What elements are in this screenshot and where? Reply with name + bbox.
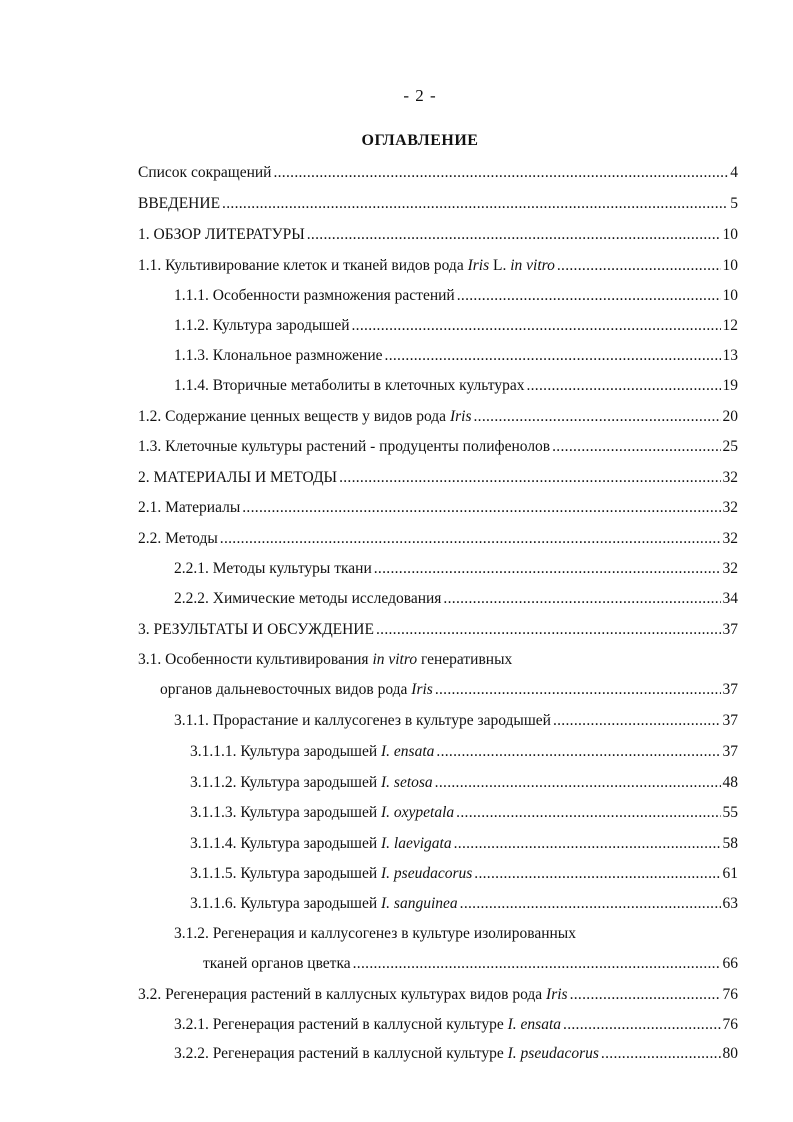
dot-leader [222,194,728,214]
toc-entry-page: 55 [722,804,738,821]
toc-entry[interactable] [160,680,738,700]
toc-entry-label: 3.1.1.3. Культура зародышей I. oxypetala [190,804,455,821]
toc-entry-label: 3.2. Регенерация растений в каллусных культурах видов рода Iris [138,986,568,1003]
toc-entry[interactable] [138,407,738,427]
toc-entry-label: 1.1.1. Особенности размножения растений [174,287,455,304]
toc-entry-page: 20 [722,408,738,425]
toc-entry[interactable] [190,864,738,884]
dot-leader [353,954,721,974]
toc-entry[interactable] [190,773,738,793]
toc-entry-page: 48 [722,774,738,791]
toc-entry-label: ВВЕДЕНИЕ [138,195,221,212]
toc-entry[interactable] [190,742,738,762]
toc-entry-label: 3.1.1.5. Культура зародышей I. pseudacorus [190,865,473,882]
toc-entry-label: 1.1.3. Клональное размножение [174,347,383,364]
dot-leader [376,620,721,640]
toc-entry[interactable] [138,225,738,245]
toc-entry-page: 63 [722,895,738,912]
toc-entry[interactable] [174,316,738,336]
toc-entry-page: 4 [730,164,738,181]
toc-entry-first-line: 3.1.2. Регенерация и каллусогенез в культуре изолированных [174,925,576,942]
dot-leader [435,773,721,793]
toc-entry-page: 80 [722,1045,738,1062]
toc-entry[interactable] [190,834,738,854]
toc-entry[interactable] [138,498,738,518]
toc-entry-label: 3.1.1.6. Культура зародышей I. sanguinea [190,895,458,912]
toc-entry[interactable] [138,468,738,488]
toc-entry-label: тканей органов цветка [203,955,351,972]
dot-leader [457,286,721,306]
toc-entry-page: 34 [722,590,738,607]
dot-leader [242,498,720,518]
dot-leader [474,864,720,884]
toc-entry-label: 3.2.2. Регенерация растений в каллусной культуре I. pseudacorus [174,1045,599,1062]
page-number: - 2 - [403,86,437,105]
toc-entry[interactable] [174,286,738,306]
dot-leader [352,316,721,336]
dot-leader [220,529,721,549]
toc-entry-label: 3.1.1.1. Культура зародышей I. ensata [190,743,435,760]
dot-leader [374,559,721,579]
toc-entry[interactable] [203,954,738,974]
dot-leader [454,834,721,854]
toc-entry-label: 3. РЕЗУЛЬТАТЫ И ОБСУЖДЕНИЕ [138,621,374,638]
toc-entry[interactable] [174,711,738,731]
page-title: ОГЛАВЛЕНИЕ [361,132,479,149]
toc-entry[interactable] [174,589,738,609]
toc-entry-page: 32 [722,560,738,577]
dot-leader [443,589,720,609]
toc-entry-label: 1.3. Клеточные культуры растений - продуценты полифенолов [138,438,551,455]
toc-entry-label: 2.2.2. Химические методы исследования [174,590,442,607]
toc-entry-label: органов дальневосточных видов рода Iris [160,681,433,698]
toc-entry[interactable] [138,529,738,549]
toc-entry-first-line: 3.1. Особенности культивирования in vitro генеративных [138,651,513,668]
dot-leader [339,468,720,488]
toc-entry-page: 10 [722,257,738,274]
toc-entry[interactable] [138,256,738,276]
toc-entry[interactable] [138,194,738,214]
toc-entry-page: 19 [722,377,738,394]
toc-entry-page: 61 [722,865,738,882]
toc-entry-label: 1.1. Культивирование клеток и тканей видов рода Iris L. in vitro [138,257,555,274]
toc-entry-label: 2.2. Методы [138,530,218,547]
toc-entry-page: 37 [722,681,738,698]
toc-entry-label: 1.1.2. Культура зародышей [174,317,350,334]
toc-entry[interactable] [138,620,738,640]
dot-leader [526,376,720,396]
toc-entry[interactable] [174,559,738,579]
toc-entry-label: 3.1.1.4. Культура зародышей I. laevigata [190,835,452,852]
dot-leader [273,163,728,183]
toc-entry-label: 3.1.1.2. Культура зародышей I. setosa [190,774,433,791]
toc-entry-page: 37 [722,712,738,729]
toc-entry-page: 76 [722,1016,738,1033]
toc-entry[interactable] [174,1044,738,1064]
toc-entry-page: 12 [722,317,738,334]
toc-entry-page: 13 [722,347,738,364]
toc-entry-page: 32 [722,499,738,516]
toc-entry[interactable] [138,163,738,183]
dot-leader [456,803,720,823]
dot-leader [436,742,720,762]
dot-leader [563,1015,720,1035]
toc-entry-page: 10 [722,226,738,243]
dot-leader [460,894,721,914]
toc-entry-page: 37 [722,621,738,638]
dot-leader [307,225,721,245]
toc-entry[interactable] [174,346,738,366]
toc-entry-page: 5 [730,195,738,212]
toc-entry-label: 3.1.1. Прорастание и каллусогенез в культуре зародышей [174,712,551,729]
toc-entry-label: Список сокращений [138,164,272,181]
toc-entry-label: 2. МАТЕРИАЛЫ И МЕТОДЫ [138,469,338,486]
dot-leader [570,985,721,1005]
toc-entry[interactable] [138,437,738,457]
toc-entry[interactable] [138,985,738,1005]
toc-entry-page: 58 [722,835,738,852]
toc-entry-label: 1.2. Содержание ценных веществ у видов рода Iris [138,408,472,425]
toc-entry[interactable] [174,1015,738,1035]
dot-leader [601,1044,721,1064]
toc-entry-label: 2.1. Материалы [138,499,241,516]
dot-leader [385,346,721,366]
toc-entry-page: 25 [722,438,738,455]
dot-leader [552,437,720,457]
toc-entry-page: 10 [722,287,738,304]
toc-entry[interactable] [190,803,738,823]
toc-entry-page: 76 [722,986,738,1003]
toc-entry[interactable] [174,376,738,396]
toc-entry-label: 2.2.1. Методы культуры ткани [174,560,372,577]
toc-entry-label: 3.2.1. Регенерация растений в каллусной культуре I. ensata [174,1016,562,1033]
toc-entry-page: 66 [722,955,738,972]
toc-entry-page: 32 [722,530,738,547]
dot-leader [473,407,720,427]
toc-entry-label: 1.1.4. Вторичные метаболиты в клеточных культурах [174,377,525,394]
toc-entry-label: 1. ОБЗОР ЛИТЕРАТУРЫ [138,226,305,243]
dot-leader [553,711,721,731]
dot-leader [557,256,721,276]
toc-entry-page: 37 [722,743,738,760]
toc-entry-page: 32 [722,469,738,486]
toc-entry[interactable] [190,894,738,914]
dot-leader [435,680,721,700]
